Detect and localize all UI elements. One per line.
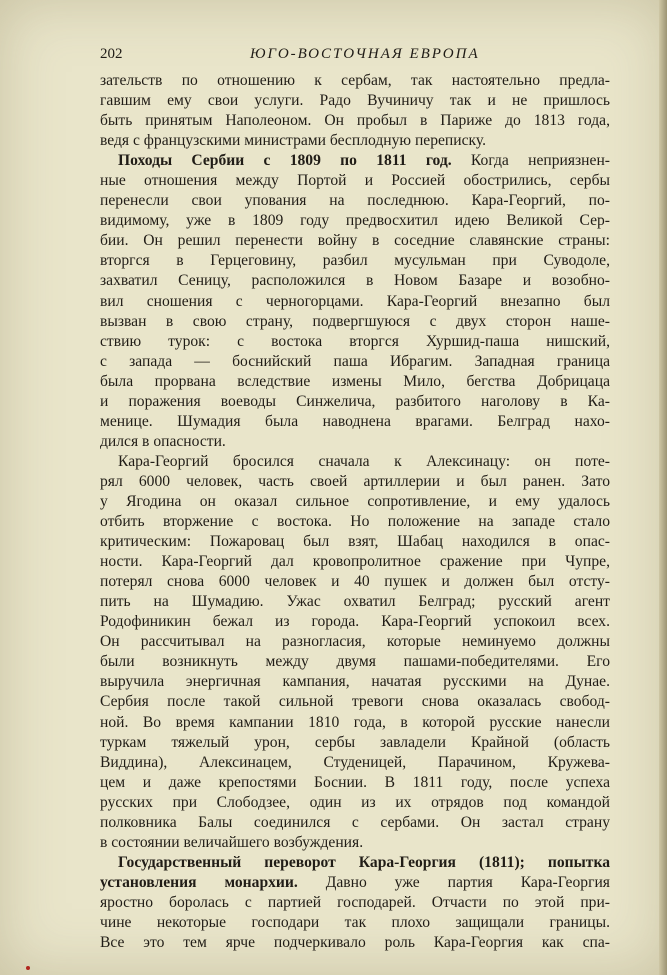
paragraph (100, 853, 610, 953)
text-line (100, 452, 610, 472)
line-text: туркам тяжелый урон, сербы завладели Крайной (область (100, 733, 610, 751)
line-text: выручила энергичная кампания, начатая русскими на Дунае. (100, 673, 610, 691)
text-line (100, 733, 610, 753)
line-text: и поражения воеводы Синжелича, разбитого наголову в Ка- (100, 392, 610, 410)
text-line (100, 933, 610, 953)
line-text: у Ягодина он оказал сильное сопротивление, и ему удалось (100, 492, 610, 510)
text-line (100, 773, 610, 793)
line-text: Давно уже партия Кара-Георгия (297, 873, 610, 891)
section-heading: Походы Сербии с 1809 по 1811 год. (118, 152, 452, 170)
text-line (100, 392, 610, 412)
text-line (100, 713, 610, 733)
line-text: ведя с французскими министрами бесплодную переписку. (100, 132, 487, 150)
line-text: яростно боролась с партией господарей. Отчасти по этой при- (100, 893, 610, 911)
line-text: Все это тем ярче подчеркивало роль Кара-Георгия как спа- (100, 934, 610, 952)
line-text: перенесли свои упования на последнюю. Кара-Георгий, по- (100, 192, 610, 210)
paragraph (100, 151, 610, 452)
text-line (100, 472, 610, 492)
text-line (100, 512, 610, 532)
page-edge (659, 0, 667, 975)
text-line (100, 231, 610, 251)
line-text: дился в опасности. (100, 432, 226, 450)
line-text: полковника Балы соединился с сербами. Он застал страну (100, 813, 610, 831)
line-text: Кара-Георгий бросился сначала к Алексинацу: он поте- (118, 452, 610, 470)
line-text: вил сношения с черногорцами. Кара-Георгий внезапно был (100, 292, 610, 310)
line-text: вызван в свою страну, подвергшуюся с двух сторон наше- (100, 312, 610, 330)
ink-speck (26, 966, 30, 970)
text-line (100, 592, 610, 612)
line-text: видимому, уже в 1809 году предвосхитил идею Великой Сер- (100, 212, 610, 230)
line-text: чине некоторые господари так плохо защищали границы. (100, 913, 610, 931)
paragraph (100, 71, 610, 151)
line-text: рял 6000 человек, часть своей артиллерии и был ранен. Зато (100, 472, 610, 490)
text-line (100, 251, 610, 271)
text-line (100, 131, 610, 151)
text-line (100, 292, 610, 312)
line-text: ной. Во время кампании 1810 года, в которой русские нанесли (100, 713, 610, 731)
text-line (100, 793, 610, 813)
section-heading: установления монархии. (100, 873, 298, 891)
text-line (100, 211, 610, 231)
text-line (100, 332, 610, 352)
line-text: бии. Он решил перенести войну в соседние славянские страны: (100, 232, 610, 250)
line-text: ные отношения между Портой и Россией обострились, сербы (100, 172, 610, 190)
text-line (100, 813, 610, 833)
line-text: быть принятым Наполеоном. Он пробыл в Париже до 1813 года, (100, 112, 610, 130)
text-line (100, 312, 610, 332)
line-text: ности. Кара-Георгий дал кровопролитное сражение при Чупре, (100, 553, 610, 571)
line-text: вторгся в Герцеговину, разбил мусульман при Суводоле, (100, 252, 610, 270)
line-text: гавшим ему свои услуги. Радо Вучиничу так и не пришлось (100, 92, 610, 110)
text-line (100, 71, 610, 91)
text-line (100, 612, 610, 632)
line-text: с запада — боснийский паша Ибрагим. Западная граница (100, 352, 610, 370)
line-text: была прорвана вследствие измены Мило, бегства Добрицаца (100, 372, 610, 390)
line-text: были возникнуть между двумя пашами-победителями. Его (100, 653, 610, 671)
text-line (100, 853, 610, 873)
line-text: критическим: Пожаровац был взят, Шабац находился в опас- (100, 533, 610, 551)
text-line (100, 492, 610, 512)
text-line (100, 191, 610, 211)
text-line (100, 552, 610, 572)
line-text: Он рассчитывал на разногласия, которые неминуемо должны (100, 633, 610, 651)
text-line (100, 672, 610, 692)
text-line (100, 572, 610, 592)
line-text: русских при Слободзее, один из их отрядов под командой (100, 793, 610, 811)
paragraph (100, 452, 610, 853)
text-line (100, 111, 610, 131)
text-line (100, 271, 610, 291)
text-line (100, 913, 610, 933)
text-line (100, 352, 610, 372)
text-line (100, 412, 610, 432)
text-line (100, 652, 610, 672)
text-line (100, 532, 610, 552)
text-line (100, 151, 610, 171)
text-line (100, 432, 610, 452)
text-line (100, 833, 610, 853)
text-line (100, 893, 610, 913)
text-line (100, 171, 610, 191)
text-line (100, 91, 610, 111)
running-head: ЮГО-ВОСТОЧНАЯ ЕВРОПА (250, 46, 480, 62)
text-line (100, 632, 610, 652)
line-text: Когда неприязнен- (451, 152, 610, 170)
page-number: 202 (100, 46, 123, 62)
text-line (100, 692, 610, 712)
line-text: Родофиникин бежал из города. Кара-Георгий успокоил всех. (100, 613, 610, 631)
line-text: Виддина), Алексинацем, Студеницей, Парачином, Кружева- (100, 753, 610, 771)
line-text: отбить вторжение с востока. Но положение на западе стало (100, 513, 610, 531)
page-header (100, 46, 610, 68)
line-text: цем и даже крепостями Боснии. В 1811 году, после успеха (100, 773, 610, 791)
text-line (100, 873, 610, 893)
line-text: в состоянии величайшего возбуждения. (100, 833, 364, 851)
page-text (100, 71, 610, 953)
text-line (100, 372, 610, 392)
line-text: ствию турок: с востока вторгся Хуршид-паша нишский, (100, 332, 610, 350)
line-text: Сербия после такой сильной тревоги снова оказалась свобод- (100, 693, 610, 711)
line-text: менице. Шумадия была наводнена врагами. Белград нахо- (100, 412, 610, 430)
section-heading: Государственный переворот Кара-Георгия (1811); попытка (118, 853, 610, 871)
line-text: пить на Шумадию. Ужас охватил Белград; русский агент (100, 593, 610, 611)
line-text: захватил Сеницу, расположился в Новом Базаре и возобно- (100, 272, 610, 290)
line-text: зательств по отношению к сербам, так настоятельно предла- (100, 72, 610, 89)
text-line (100, 753, 610, 773)
line-text: потерял снова 6000 человек и 40 пушек и должен был отсту- (100, 573, 610, 591)
